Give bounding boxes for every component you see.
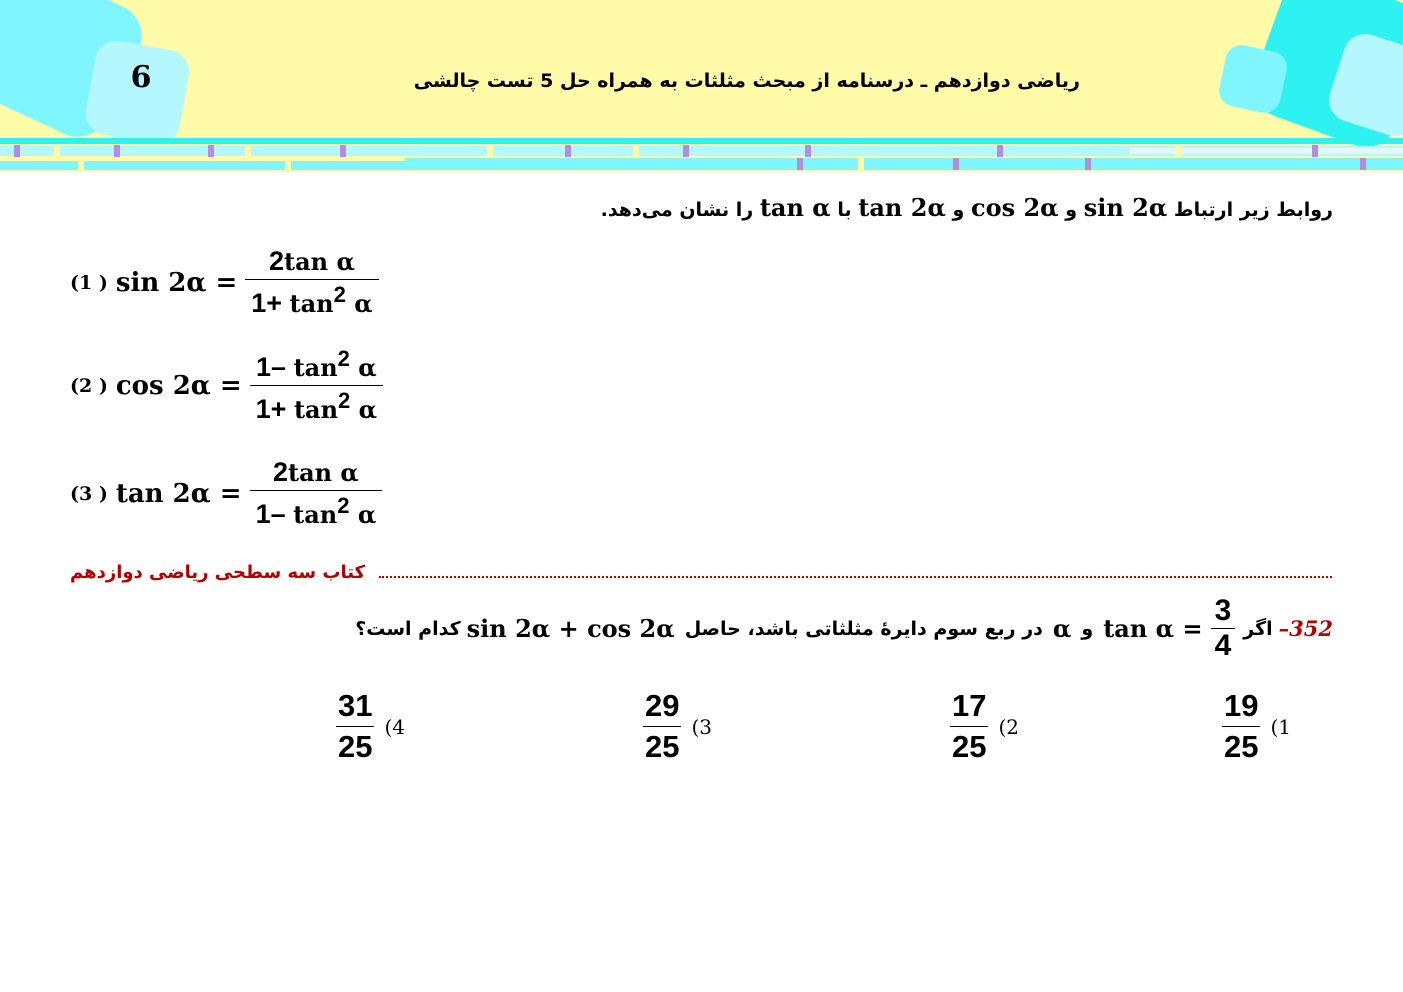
question-text: کدام است؟ <box>355 617 461 640</box>
denominator-alpha: α <box>349 500 377 529</box>
fraction-denominator: 4 <box>1211 628 1236 663</box>
header-tick <box>340 145 346 157</box>
formula-tan2a <box>70 457 382 530</box>
exponent: 2 <box>338 388 351 413</box>
exponent: 2 <box>333 282 346 307</box>
question-text: و <box>1081 617 1094 640</box>
denominator-constant: 1+ <box>255 394 294 424</box>
fraction-denominator <box>245 279 378 319</box>
intro-and: و <box>1065 199 1078 221</box>
tan-fraction <box>1211 594 1236 663</box>
header-tick <box>1312 145 1318 157</box>
option-label: (3 <box>691 714 713 739</box>
header-tick <box>633 145 639 157</box>
option-label: (2 <box>998 714 1020 739</box>
option-label: (1 <box>1270 714 1292 739</box>
exponent: 2 <box>337 346 350 371</box>
option-denominator: 25 <box>336 726 374 767</box>
header-tick <box>208 145 214 157</box>
option-numerator: 17 <box>952 688 987 723</box>
page-number: 6 <box>130 60 152 95</box>
header-tick <box>487 145 493 157</box>
numerator-term: tan α <box>284 247 355 276</box>
formula-label: (2 ) <box>70 374 108 397</box>
formula-label: (1 ) <box>70 271 108 294</box>
header-title: ریاضی دوازدهم ـ درسنامه از مبحث مثلثات به همراه حل 5 تست چالشی <box>413 70 1080 92</box>
denominator-term: tan <box>289 289 334 318</box>
header-tick <box>858 158 864 170</box>
header-tick <box>114 145 120 157</box>
header-tick <box>797 158 803 170</box>
numerator-constant: 1– <box>256 352 294 382</box>
intro-text-end: را نشان می‌دهد. <box>600 199 754 221</box>
intro-text-start: روابط زیر ارتباط <box>1173 199 1333 221</box>
header-tick <box>805 145 811 157</box>
question-number: 352– <box>1278 616 1333 641</box>
denominator-alpha: α <box>350 395 378 424</box>
option-fraction <box>643 686 681 767</box>
denominator-constant: 1– <box>255 499 294 529</box>
option-numerator: 31 <box>338 688 373 723</box>
header-tick <box>997 145 1003 157</box>
formula-fraction <box>245 246 378 319</box>
numerator-term: tan α <box>287 458 359 487</box>
header-tick <box>245 145 251 157</box>
header-tick <box>14 145 20 157</box>
source-label: کتاب سه سطحی ریاضی دوازدهم <box>70 562 366 583</box>
denominator-term: tan <box>293 395 339 424</box>
header-tick <box>54 145 60 157</box>
option-fraction <box>336 686 374 767</box>
option-denominator: 25 <box>950 726 988 767</box>
formula-sin2a <box>70 246 379 319</box>
option-numerator: 19 <box>1224 688 1259 723</box>
header-tick <box>1175 145 1181 157</box>
denominator-alpha: α <box>345 289 373 318</box>
numerator-term: tan <box>293 353 338 382</box>
question-text: اگر <box>1243 617 1273 640</box>
formula-fraction <box>250 346 383 425</box>
header-tick <box>285 158 291 170</box>
intro-text <box>601 193 1333 222</box>
option-denominator: 25 <box>643 726 681 767</box>
numerator-coefficient: 2 <box>268 246 285 276</box>
option-denominator: 25 <box>1222 726 1260 767</box>
header-stripe <box>0 138 1403 144</box>
dotted-divider <box>379 576 1332 578</box>
header-tick <box>1085 158 1091 170</box>
cos2a-term: cos 2α <box>970 193 1059 222</box>
page-header <box>0 0 1403 172</box>
alpha-symbol: α <box>1052 614 1072 643</box>
formula-lhs: tan 2α = <box>115 478 242 509</box>
tana-term: tan α <box>759 193 831 222</box>
question-352 <box>355 594 1333 663</box>
denominator-constant: 1+ <box>251 288 290 318</box>
sin2a-term: sin 2α <box>1083 193 1168 222</box>
intro-and: و <box>952 199 965 221</box>
fraction-denominator <box>250 385 383 425</box>
fraction-numerator <box>267 457 365 490</box>
header-tick <box>78 158 84 170</box>
formula-fraction <box>250 457 383 530</box>
header-tick <box>953 158 959 170</box>
option-fraction <box>950 686 988 767</box>
formula-cos2a <box>70 346 383 425</box>
header-stripe <box>0 158 405 161</box>
source-line <box>70 562 1332 583</box>
formula-lhs: cos 2α = <box>115 370 242 401</box>
denominator-term: tan <box>293 500 338 529</box>
option-2[interactable] <box>950 686 1019 767</box>
header-stripe <box>1130 148 1403 154</box>
formula-lhs: sin 2α = <box>115 267 238 298</box>
intro-with: با <box>837 199 852 221</box>
tan2a-term: tan 2α <box>858 193 946 222</box>
header-tick <box>565 145 571 157</box>
header-tick <box>683 145 689 157</box>
option-1[interactable] <box>1222 686 1291 767</box>
header-tick <box>1360 158 1366 170</box>
numerator-alpha: α <box>349 353 377 382</box>
tan-equation: tan α = <box>1103 614 1203 643</box>
formula-label: (3 ) <box>70 482 108 505</box>
fraction-numerator: 3 <box>1214 594 1232 627</box>
fraction-denominator <box>250 490 383 530</box>
expression: sin 2α + cos 2α <box>466 614 675 643</box>
exponent: 2 <box>337 493 350 518</box>
option-numerator: 29 <box>645 688 680 723</box>
fraction-numerator <box>250 346 383 385</box>
option-label: (4 <box>384 714 406 739</box>
numerator-coefficient: 2 <box>272 457 288 487</box>
option-4[interactable] <box>336 686 405 767</box>
option-3[interactable] <box>643 686 712 767</box>
option-fraction <box>1222 686 1260 767</box>
question-text: در ربع سوم دایرهٔ مثلثاتی باشد، حاصل <box>684 617 1043 640</box>
fraction-numerator <box>263 246 361 279</box>
